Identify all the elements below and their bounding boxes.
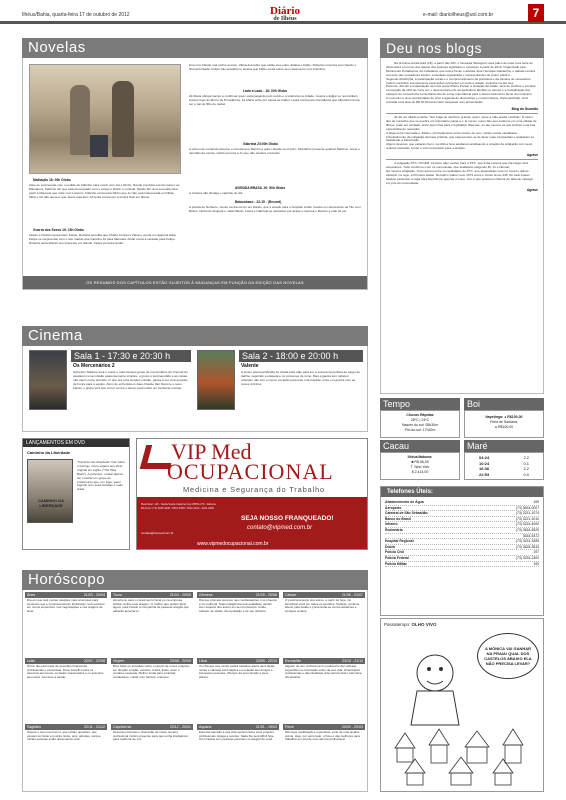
sign-box: [25, 658, 107, 720]
ad-bottom-panel: [137, 497, 368, 550]
gabriela-heading: Gabriela 23:00h Globo: [243, 142, 278, 146]
phone-label: Hospital Regional: [385, 539, 414, 544]
dvd-cover-title: CAMINHO DA LIBERDADE: [38, 498, 64, 508]
sign-box: [111, 724, 193, 786]
sala2-text: A jovem princesa Mérida foi criada pela mãe para ser a sucessora perfeita ao cargo de rainha, seguindo a etiqueta e os costumes do reino. Mas a garota tem cabelos rebeldes não tem a menor vocação para este rota traçada, entre em guerra com as povos vizinhos.: [241, 371, 361, 386]
gabriela-text: A ordem de comando assume e Gerusa que Ramiro é quem decide seu futuro. Mundinho presente quebrar Malvina. Jessé e demitido da escola. Glória procura a Jo que não renders conteúdo.: [189, 148, 360, 155]
market-boxes: [380, 398, 544, 480]
malhacao-text: Alice se surpreende com o pedido de Fabinho para morar com ela e Dinho. Nando convida Lorenzo para ir ao Marcianos. Fabinho diz que está preocupado com o amigo e Dinho o consola. Nando faz uma serenata para pedir a Manuela que volte com Lorenzo. Fabinho conta para Dinho que Jo não está interessada em Nilda. Tabá e Gil não querem que Jesus seja ator. Gil tenta convencer a irmã a ficar em Ilhéus.: [29, 184, 180, 199]
ad-url[interactable]: www.vipmedocupacional.com.br: [197, 541, 269, 547]
boi-line2: Feira de Santana:: [490, 420, 518, 424]
sign-name: Libra: [199, 659, 207, 663]
sign-date: 23/10 - 21/11: [342, 659, 363, 663]
phone-label: Dobrá: [385, 544, 395, 549]
sign-box: [197, 592, 279, 654]
sign-box: [283, 592, 365, 654]
sign-text: Dia que promete sucesso nas manifestações, nos projetos e na melhoria. Suas inteligência terá qualidade, devido bom aspecto dos astros em seu horóscopo. Cuide, todavia, de saúde, da reputação e de seu dinheiro.: [199, 598, 277, 614]
sign-text: Dia em que terá muitas relações mais amorosas para possíveis que e compreendendo. Entretanto, terá sucesso em novos empenhos, nas negociações e nas viagens de lazer.: [27, 598, 105, 614]
phone-number: 3634-5372: [522, 533, 539, 538]
blog-source-2: Agrave: [386, 153, 538, 160]
phone-label: Rodoviária: [385, 527, 403, 532]
dvd-cover: [27, 459, 73, 523]
avenida-heading: AVENIDA BRASIL 20: 50h Globo: [235, 186, 286, 190]
sign-name: Sagitário: [27, 725, 42, 729]
phone-number: (73) 3634-0007: [515, 505, 539, 510]
balacobaco-heading: Balacobaco - 22:15 - (Record): [235, 200, 282, 204]
sala1-text: Sylvester Stallone leva o maior e mais famoso grupo de mercenários do cinema! Ao aceitarem uma missão aparentemente simples, o grupo é surpreendido e as coisas não saem como previsto. O que era uma simples missão, passa a ser uma questão de honra para a equipe. Além de enfrentarem Jean-Claude Van Damme e seus bando, o grupo terá que correr contra o tempo para evitar um incidente nuclear.: [73, 371, 188, 390]
phones-title: Telefones Úteis:: [381, 487, 543, 497]
sign-text: Um dia que sua mente estará bastante alerta para idéias novas e valiosas informações em relação aos amigos e interesses pessoais. Oferece da sua intuição e seus planos.: [199, 664, 275, 680]
novelas-footer: OS RESUMOS DOS CAPÍTULOS ESTÃO SUJEITOS À MUDANÇAS EM FUNÇÃO DA EDIÇÃO DAS NOVELAS: [23, 276, 367, 289]
sign-box: [111, 658, 193, 720]
sign-name: Escorpião: [285, 659, 301, 663]
cacau-row: T. New York: [410, 465, 430, 469]
cacau-body: [380, 452, 460, 480]
blog-source-1: Blog do Gusmão: [386, 107, 538, 114]
tempo-body: [380, 410, 460, 438]
guerra-text: Otávio e Charlô repreendem Felipe. Roberta acredita que Charlô comprou Vânia e vende em agência falsa. Felipe se surpreende com o seu marido que Caroline foi para Manuela. Analú conta a verdade para Felipe. Roberta tenta distrair seu interesse em Nando. Felipe percebe Analú.: [29, 234, 177, 245]
sign-name: Câncer: [285, 593, 297, 597]
blog-p6: A briga entre Carmelita e Juliano, principalmente entre campo de som, várias outras candidatos, principalmente da coligação da base prefeita, que esqueceram-se de fazer suas campanhas e acabaram se dedicando a transcrição.: [386, 130, 535, 143]
sign-date: 21/01 - 19/02: [255, 725, 277, 729]
phone-number: (73) 3634-5525: [515, 527, 539, 532]
sign-text: O posicionamento dos astros, a partir de hoje, irá beneficiar você em todos os sentidos. Todavia, continue atento pela saúde e prevenindo-se contra acidentes e inimigos ocultos.: [285, 598, 360, 614]
sign-box: [197, 658, 279, 720]
boi-line3: ● R$100,00: [494, 425, 514, 429]
blog-p1: Na próxima quinta-feira (18), a partir das 20h, o Vereador Bobeguim será palco de mais uma série de discussões em torno dos apoios dos poderes legislativo e executivo a partir de 2013. Organizado pelo Movimento Portalsenior da Cidadania, que terá a frente o ativista José Henrique Ataídenha, o debate reunirá cerca de dez vereadores eleitos, sociedade organizada e representantes do poder público.: [386, 61, 535, 77]
cacau-title: Cacau: [380, 440, 460, 452]
cartoon-header: Passatempo: OLHO VIVO: [384, 622, 437, 627]
tempo-line4: Pôr-do-sol: 17h32m: [404, 428, 436, 432]
sign-date: 21/04 - 20/05: [169, 593, 191, 597]
lado-text: Zé Maria obriga Caniço a confirmar quem está pagando pelo tecido e a violência na cidade. Guerra e Edgar se reconciliam. Caniço fogo do Morro da Providência. Zé Maria sofre por causa de Isabel. Laura conta para Constância que Albertinho tenta ser o pai do filho de Isabel.: [189, 95, 360, 106]
mare-body: [464, 452, 544, 480]
ad-franchise-email[interactable]: contato@vipmed.com.br: [247, 525, 313, 531]
phone-number: 197: [533, 550, 539, 555]
phone-label: Polícia Civil: [385, 550, 405, 555]
phone-label: Infraero: [385, 522, 398, 527]
blog-p9: Na mesma coligação, Tudo somou entre os candidatos do PTC, que desputaram voto no mesmo reduto eleitoral, na rege, a Primeira Isabel. No bairro Juarez teve 1074 votos e Júnior levou 445. No total Juarez acabou perdendo a vaga para Nerival por apenas 4 votos. Isso é que podemos chamar de fatia de rubesgo em prol do comunidade.: [386, 168, 534, 185]
phone-label: Aeroporto: [385, 505, 402, 510]
malhacao-photo: [29, 64, 181, 174]
sign-name: Virgem: [113, 659, 125, 663]
lado-heading: Lado a Lado - 18: 00h Globo: [243, 89, 288, 93]
sign-text: Bom fazer ou sucedido sobre o estudo de novos projetos, em direção venção, estudos, testes, listas, amor e contatos pessoais. Melhor ainda para contratar vendedores, cuidar com bancos, endosso.: [113, 664, 190, 680]
sign-date: 20/02 - 20/03: [341, 725, 363, 729]
cartoon-bubble-text: A MÔNICA VAI GANHAR NA PRAIA! QUAL DOS CASTELOS ABAIXO ELA NÃO PRECISA LEVAR?: [484, 646, 532, 666]
valente-poster: [197, 350, 235, 410]
logo-bottom: de Ilhéus: [273, 16, 297, 22]
guerra-heading: Guerra dos Sexos 19: 15h Globo: [33, 228, 84, 232]
blogs-section: [380, 58, 544, 394]
phone-label: Catedral de São Sebastião: [385, 511, 428, 516]
dvd-text: "Caminho da Liberdade" traz sobre o inimigo, como sugere seu título original em inglês ("The Way Back"). A princípio, o ideal parece ser mostrar um grupo de prisioneiros que, em fuga, saem fugindo com suas famílias e suas vidas.: [77, 461, 126, 492]
phone-label: Abastecimento de Água: [385, 500, 424, 504]
blog-p3: Para ele, discutir a implantação da nova ponte Ilhéus-Pontal, a situação da saúde, taxa de creches e escolas, concepção da UPA do zona sul, o desenvolvimento da agricultura familiar no campo e a revitalização dos espaços de convivência comunitária são de suma importância para o desenvolvimento pleno do município.: [386, 84, 537, 97]
blog-p7: Alguns deveras, que estavam bem, na última hora acabaram analisando a votação da coligação com seus redutos eleitorais, frente o voto necessário para a eleição.: [386, 142, 533, 151]
sign-box: [197, 724, 279, 786]
horoscopo-section-title: Horóscopo: [22, 570, 368, 590]
phone-number: 195: [533, 500, 539, 504]
newspaper-logo: [230, 6, 340, 22]
sala2-header: Sala 2 - 18:00 e 20:00 h: [239, 350, 363, 362]
dvd-box: [22, 438, 130, 550]
ad-email[interactable]: contato@vipmed.com.br: [141, 531, 174, 535]
ad-brand-main: OCUPACIONAL: [167, 459, 334, 484]
tempo-line2: 28ºC | 24ºC: [410, 418, 430, 422]
sign-name: Peixe: [285, 725, 294, 729]
col2-intro: lima com Nando sua verba recente. Vânia descobre que estão eles entre Juliana e Fábio. Roberta conversa com Nando e fica perturbada. Felipe não acredita no boatos que Fábio conta sobre seu casamento com Carolina.: [189, 64, 357, 71]
cartoon-section-label: Passatempo: [384, 622, 410, 627]
avenida-text: A criatura não divulga o capítulo do dia: [189, 191, 243, 195]
tempo-line1: Chuvas Rápidas: [406, 413, 434, 417]
dvd-header: LANÇAMENTOS EM DVD: [23, 439, 129, 447]
phone-number: (73) 3231-1074: [515, 511, 539, 516]
cacau-row: Ilhéus/Itabuna:: [407, 455, 433, 459]
sign-box: [283, 658, 365, 720]
sala2-title: Valente: [241, 363, 259, 369]
tempo-line3: Nascer do sol: 05h30m: [402, 423, 438, 427]
page-header: [0, 6, 566, 24]
sign-name: Touro: [113, 593, 122, 597]
dvd-title: Caminho da Liberdade: [27, 450, 71, 455]
cacau-row: ■ R$ 66,00: [411, 460, 429, 464]
sign-text: Ótimo dia para tratar de questões financeiras, profissionais e executivas. Fluxo benéfico para os assuntos amorosos, os ideais ocasionados e os assuntos amorosos. Aumente a saúde.: [27, 664, 104, 680]
novelas-section-title: Novelas: [22, 38, 368, 58]
photo-luggage: [90, 135, 108, 157]
vipmed-ad[interactable]: [136, 438, 368, 550]
sign-name: Aquário: [199, 725, 212, 729]
blogs-section-title: Deu nos blogs: [380, 38, 544, 58]
phone-label: Polícia Militar: [385, 561, 407, 566]
cartoon-box: [380, 618, 544, 792]
phone-number: (73) 3234-4000: [515, 522, 539, 527]
sign-date: 22/12 - 20/01: [169, 725, 191, 729]
sign-date: 21/06 - 21/07: [341, 593, 363, 597]
photo-figure-2: [112, 81, 134, 157]
tempo-title: Tempo: [380, 398, 460, 410]
sign-box: [283, 724, 365, 786]
blog-p2: Segundo Abobrinha, a participação social e o comprometimento da prefeitura e da câmara de vereadores podem contribuir imensamente para ações referentes em toda a cidade, inclusive na até sua.: [386, 76, 531, 85]
phone-number: (73) 3234-2300: [515, 555, 539, 560]
ad-info: Rua Fleuri, 123 - Santa Santa Catarina Cep 45653-470 - Itabuna-BA Fone: (73) 3025-4300 / 3601-6350 / 3612-4100 - 3221-2000: [141, 503, 217, 510]
sign-text: Supere o seu mau humor, que evitam questões, que possam terminar em atrás. Evite, pois, atitudes, porque muitas pessoas estão observando você.: [27, 730, 101, 742]
blog-source-3: Agrave: [526, 187, 538, 192]
mare-row: 16:36 2.2: [479, 466, 529, 471]
phones-box: [380, 486, 544, 616]
sign-date: 22/07 - 22/08: [83, 659, 105, 663]
cinema-section: [22, 346, 368, 432]
sign-text: Há terreno para o crescimento fiscal ou na empresa festiva, tenha mais aragem. O melhor que podem fazer agora, para buscar a companhia de pessoas amigas que saberão apreciar-lo.: [113, 598, 189, 614]
header-dateline: Ilhéus/Bahia, quarta-feira 17 de outubro de 2012: [22, 12, 130, 18]
sign-date: 22/11 - 21/12: [84, 725, 105, 729]
blog-p4: O encontro é uma oportunidade de criar a agenda de discussões e compromissos. Para participar, será cobrada uma taxa de R$ 30,00 para cobrir despesas com alimentação.: [386, 96, 528, 105]
sign-text: Especial atenção a sua vida sentimental e seus projetos profissionais. Esteja a receber. Nada lhe será difícil hoje. Os contatos com pessoas permitem conseguir de você.: [199, 730, 275, 742]
sign-date: 21/05 - 20/06: [255, 593, 277, 597]
phone-number: (73) 3231-3355: [515, 539, 539, 544]
logo-top: Diário: [270, 5, 300, 17]
cartoon-drawing: [385, 633, 541, 789]
boi-body: [464, 410, 544, 438]
sala1-header: Sala 1 - 17:30 e 20:30 h: [71, 350, 191, 362]
page-number: 7: [528, 4, 544, 22]
header-email[interactable]: e-mail: diarioilheus@uol.com.br: [423, 12, 494, 18]
sign-text: Não faça modificações repentinas, evite de uma análise prévia. Hoje, por outro lado, o fluxo é das melhores para trabalhar em prol de sua carreira profissional.: [285, 730, 360, 742]
sign-text: Alguém do seu conhecimento poderá lhe dar valiosas sugestões na orientação sobre da sua vida. Orientações profissionais e das idealistas vida sentimental e harmonia domésticos.: [285, 664, 362, 680]
boi-title: Boi: [464, 398, 544, 410]
sign-name: Leão: [27, 659, 35, 663]
phone-label: Banco do Brasil: [385, 516, 411, 521]
sign-text: Pessoas próximas e chamarão de nosso social e profissional místico presente para que tenha inteligência para melhorar de vez.: [113, 730, 188, 742]
sign-name: Áries: [27, 593, 36, 597]
sign-name: Gêmeos: [199, 593, 213, 597]
blog-p8: A coligação PTC / PCdoB, irá fazer algo melhor para o PTC, que tinha certeza que iria eleger dois vereadores. Tudo confirmou com os comunistas, que acabaram elegendo Dr. Jó e Nerival.: [386, 161, 529, 170]
mare-row: 10:24 0.1: [479, 460, 529, 466]
mare-title: Maré: [464, 440, 544, 452]
sign-box: [25, 592, 107, 654]
phone-number: (73) 3628-3815: [515, 544, 539, 549]
sign-date: 23/08 - 22/09: [169, 659, 191, 663]
phone-number: 190: [533, 561, 539, 566]
phones-list: [381, 497, 543, 570]
sign-box: [25, 724, 107, 786]
mercenarios-poster: [29, 350, 67, 410]
ad-tagline: Medicina e Segurança do Trabalho: [183, 485, 325, 494]
ad-brand-top: VIP Med: [171, 439, 252, 464]
malhacao-heading: Malhação 18: 00h Globo: [33, 178, 71, 182]
boi-line1: Itapetinga: ● R$100,00: [485, 415, 523, 419]
sign-date: 23/09 - 22/10: [255, 659, 277, 663]
novelas-section: [22, 58, 368, 290]
sala1-title: Os Mercenários 2: [73, 363, 115, 369]
sign-date: 21/03 - 20/04: [83, 593, 105, 597]
balacobaco-text: A polícia de Norberto, Gente centra na rim em Danilo, que é levado para o hospital. Arthur recebe um documento de Tito com Beline. Norberto atropela e mata Danilo. Laura e Gabriela se assustam por acaso e Gerusa e Ramiro a criar lei ser.: [189, 206, 361, 213]
cinema-section-title: Cinema: [22, 326, 368, 346]
sign-box: [111, 592, 193, 654]
cartoon-title: OLHO VIVO: [411, 622, 437, 627]
sign-name: Capricórnio: [113, 725, 132, 729]
cacau-row: $ 2.414,00: [411, 470, 429, 474]
mare-row: 22:53 0.0: [479, 471, 529, 477]
blog-p5: Já diz um ditado popular: "Em briga de cachorro grande, quem mexe a mão acaba mordido". É trazer tipo de conselho que se quebra um importante papel a o. E mexer, como fato que estamos em uma cidade de Ilhéus, pode ser verdade, entre quem fica para o legislativo Ilheense, ou até mesmo os que tenham uma boa expectativa de reeleição.: [386, 114, 537, 131]
phone-row: [385, 562, 539, 568]
ad-franchise: SEJA NOSSO FRANQUEADO!: [241, 515, 334, 522]
mare-row: 04:24 2.2: [479, 455, 529, 460]
horoscopo-grid: [22, 590, 368, 792]
phone-label: Polícia Federal: [385, 555, 409, 560]
phone-number: (73) 3221-1010: [515, 516, 539, 521]
photo-figure-1: [70, 85, 90, 155]
